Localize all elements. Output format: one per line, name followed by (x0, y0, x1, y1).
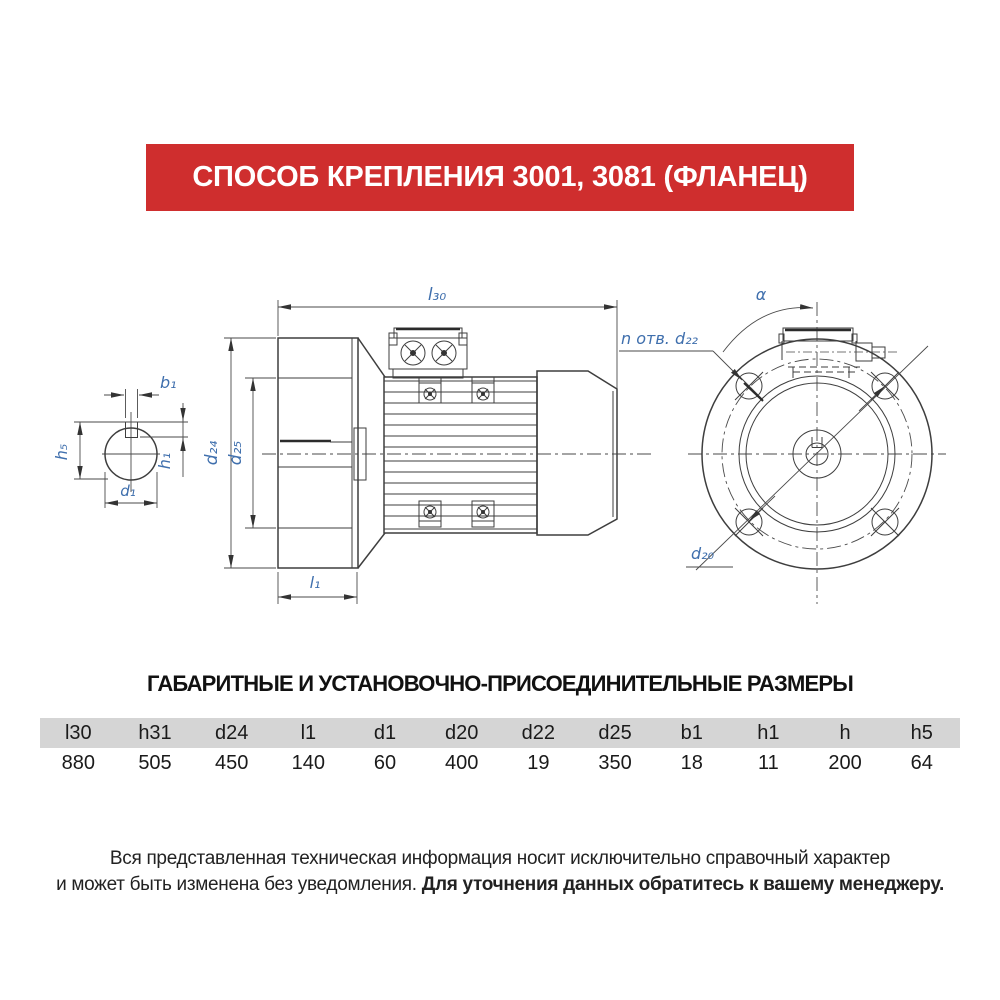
dim-label-d25: d₂₅ (226, 440, 246, 466)
header-h1: h1 (757, 722, 780, 744)
value-d20: 400 (445, 752, 479, 774)
value-h5: 64 (910, 752, 933, 774)
dim-label-d20: d₂₀ (691, 544, 714, 563)
value-l30: 880 (61, 752, 96, 774)
flange-front-view (619, 285, 946, 604)
motor-side-view (202, 285, 655, 604)
disclaimer-line2: и может быть изменена без уведомления. Для уточнения данных обратитесь к вашему менеджеру. (56, 874, 944, 895)
dim-label-l1: l₁ (309, 573, 321, 592)
dim-label-b1: b₁ (160, 373, 177, 392)
terminal-box-front (779, 328, 898, 378)
header-d25: d25 (598, 722, 632, 744)
header-h31: h31 (138, 722, 172, 744)
value-h31: 505 (138, 752, 172, 774)
header-d22: d22 (521, 722, 556, 744)
dim-label-d24: d₂₄ (202, 440, 222, 466)
value-b1: 18 (680, 752, 703, 774)
header-d24: d24 (214, 722, 249, 744)
disclaimer-line1: Вся представленная техническая информация носит исключительно справочный характер (109, 848, 891, 869)
section-title: ГАБАРИТНЫЕ И УСТАНОВОЧНО-ПРИСОЕДИНИТЕЛЬНЫЕ РАЗМЕРЫ (147, 671, 853, 696)
value-h: 200 (828, 752, 862, 774)
dim-label-n-holes-d22: n отв. d₂₂ (621, 329, 698, 348)
dim-label-d1: d₁ (120, 482, 136, 500)
value-d25: 350 (598, 752, 632, 774)
banner-title: СПОСОБ КРЕПЛЕНИЯ 3001, 3081 (ФЛАНЕЦ) (192, 161, 808, 193)
dimensions-table (40, 718, 960, 778)
header-b1: b1 (680, 722, 703, 744)
table-header-row (40, 718, 960, 748)
shaft-section-view (52, 373, 188, 508)
dim-label-h5: h₅ (52, 443, 71, 461)
header-d20: d20 (445, 722, 479, 744)
value-h1: 11 (758, 752, 779, 774)
value-l1: 140 (291, 752, 326, 774)
value-d24: 450 (214, 752, 249, 774)
dim-label-h1: h₁ (155, 452, 174, 470)
dim-label-l30: l₃₀ (427, 285, 447, 305)
dim-label-alpha: α (755, 285, 767, 304)
header-h: h (839, 722, 851, 744)
value-d1: 60 (373, 752, 397, 774)
header-l30: l30 (64, 722, 92, 744)
terminal-box-side (389, 328, 467, 378)
header-h5: h5 (910, 722, 933, 744)
disclaimer (0, 846, 1000, 898)
value-d22: 19 (527, 752, 550, 774)
table-value-row (40, 748, 960, 778)
header-d1: d1 (373, 722, 397, 744)
fan-cowl (537, 371, 617, 535)
header-l1: l1 (300, 722, 317, 744)
